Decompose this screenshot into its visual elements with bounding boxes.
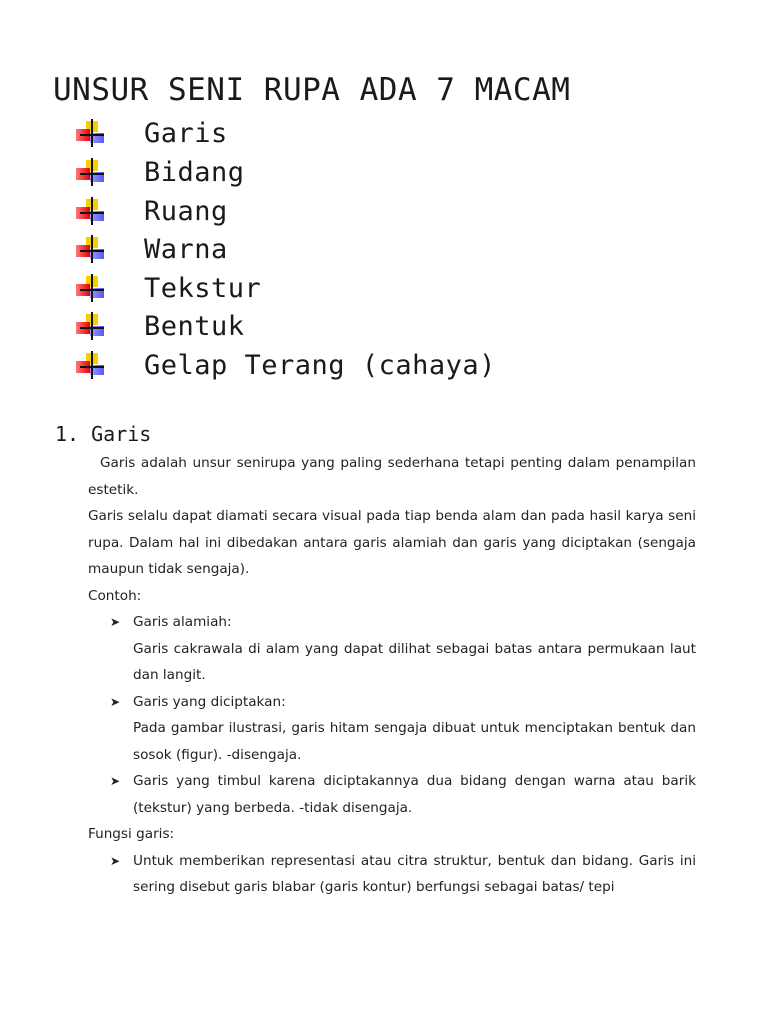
element-label: Gelap Terang (cahaya) <box>144 350 496 381</box>
element-label: Warna <box>144 234 228 265</box>
example-title: Garis yang diciptakan: <box>133 693 286 710</box>
arrow-bullet-icon: ➤ <box>110 694 121 709</box>
example-title: Garis alamiah: <box>133 614 232 630</box>
element-item-tekstur <box>76 273 262 305</box>
intro-paragraph: Garis adalah unsur senirupa yang paling sederhana tetapi penting dalam penampilan estetik. <box>88 455 696 498</box>
element-label: Bentuk <box>144 311 245 342</box>
arrow-bullet-icon: ➤ <box>110 615 121 629</box>
fungsi-label: Fungsi garis: <box>88 826 175 842</box>
document-title: UNSUR SENI RUPA ADA 7 MACAM <box>53 72 571 108</box>
arrow-bullet-icon: ➤ <box>110 853 121 868</box>
example-body: Garis cakrawala di alam yang dapat dilihat sebagai batas antara permukaan laut dan langit. <box>133 640 696 683</box>
example-item <box>88 609 696 689</box>
element-label: Bidang <box>144 157 245 188</box>
element-item-bidang <box>76 157 245 189</box>
contoh-label: Contoh: <box>88 587 142 604</box>
section-heading: 1. Garis <box>55 422 152 446</box>
element-label: Tekstur <box>144 273 262 304</box>
example-body: Pada gambar ilustrasi, garis hitam sengaja dibuat untuk menciptakan bentuk dan sosok (figur). -disengaja. <box>133 720 696 763</box>
bullet-icon <box>76 235 106 265</box>
element-item-gelap-terang <box>76 350 496 382</box>
function-text: Untuk memberikan representasi atau citra struktur, bentuk dan bidang. Garis ini sering disebut garis blabar (garis kontur) berfungsi sebagai batas/ tepi <box>133 852 696 895</box>
element-label: Garis <box>144 118 228 149</box>
function-item <box>88 848 696 901</box>
section-body <box>88 450 696 901</box>
element-item-warna <box>76 234 228 266</box>
example-item <box>88 689 696 769</box>
element-item-ruang <box>76 196 228 228</box>
element-item-bentuk <box>76 311 245 343</box>
arrow-bullet-icon: ➤ <box>110 774 121 788</box>
bullet-icon <box>76 351 106 381</box>
paragraph: Garis selalu dapat diamati secara visual pada tiap benda alam dan pada hasil karya seni rupa. Dalam hal ini dibedakan antara garis alamiah dan garis yang diciptakan (sengaja maupun tidak sengaja). <box>88 508 696 577</box>
bullet-icon <box>76 274 106 304</box>
example-title: Garis yang timbul karena diciptakannya dua bidang dengan warna atau barik (tekstur) yang berbeda. -tidak disengaja. <box>133 773 696 816</box>
bullet-icon <box>76 312 106 342</box>
element-label: Ruang <box>144 196 228 227</box>
example-item <box>88 768 696 821</box>
bullet-icon <box>76 197 106 227</box>
element-item-garis <box>76 118 228 150</box>
bullet-icon <box>76 158 106 188</box>
bullet-icon <box>76 119 106 149</box>
